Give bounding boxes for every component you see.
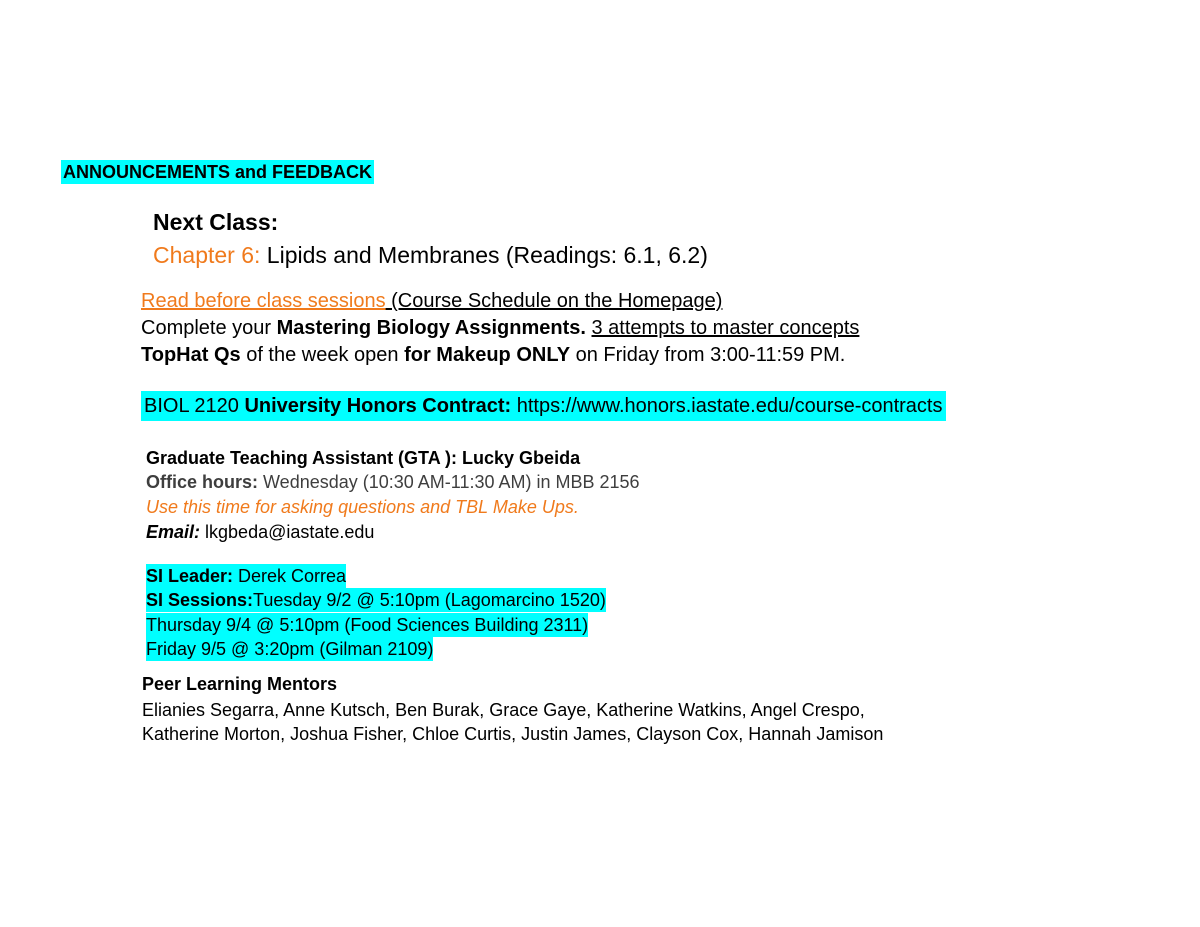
honors-url[interactable]: https://www.honors.iastate.edu/course-contracts [511, 395, 943, 417]
honors-contract-line [141, 391, 946, 421]
announcements-heading: ANNOUNCEMENTS and FEEDBACK [63, 162, 373, 182]
peer-mentors-title [142, 672, 337, 696]
office-hours-label: Office hours: [146, 472, 259, 492]
si-session-tuesday: Tuesday 9/2 @ 5:10pm (Lagomarcino 1520) [253, 590, 606, 610]
read-before-class-line [141, 288, 722, 314]
complete-prefix: Complete your [141, 317, 277, 339]
peer-mentors-list-line-1: Elianies Segarra, Anne Kutsch, Ben Burak, Grace Gaye, Katherine Watkins, Angel Crespo, [142, 700, 865, 720]
tophat-mid: of the week open [240, 344, 405, 366]
tophat-end: on Friday from 3:00-11:59 PM. [570, 344, 846, 366]
mastering-biology-label: Mastering Biology Assignments. [276, 317, 586, 339]
si-session-thursday: Thursday 9/4 @ 5:10pm (Food Sciences Building 2311) [146, 615, 589, 635]
gta-title-text: Graduate Teaching Assistant (GTA ): Lucky Gbeida [146, 448, 581, 468]
honors-contract-label: University Honors Contract: [244, 395, 512, 417]
honors-course: BIOL 2120 [144, 395, 245, 417]
chapter-line [153, 240, 708, 270]
peer-mentors-list-line-2: Katherine Morton, Joshua Fisher, Chloe Curtis, Justin James, Clayson Cox, Hannah Jamison [142, 724, 884, 744]
gta-office-hours [146, 470, 640, 494]
chapter-title: Lipids and Membranes (Readings: 6.1, 6.2) [260, 242, 708, 268]
read-before-class-link[interactable]: Read before class sessions [141, 290, 386, 312]
email-value[interactable]: lkgbeda@iastate.edu [200, 522, 375, 542]
course-schedule-note: (Course Schedule on the Homepage) [385, 290, 723, 312]
si-sessions [146, 588, 606, 612]
gta-use-note [146, 495, 579, 519]
attempts-note: 3 attempts to master concepts [591, 317, 860, 339]
peer-mentors-title-text: Peer Learning Mentors [142, 674, 338, 694]
next-class-heading: Next Class: [153, 209, 279, 235]
si-sessions-label: SI Sessions: [146, 590, 254, 610]
email-label: Email: [146, 522, 201, 542]
si-leader [146, 564, 346, 588]
office-hours-value: Wednesday (10:30 AM-11:30 AM) in MBB 2156 [258, 472, 640, 492]
si-session-friday: Friday 9/5 @ 3:20pm (Gilman 2109) [146, 639, 434, 659]
gta-title [146, 446, 580, 470]
mastering-biology-line [141, 315, 859, 341]
makeup-label: for Makeup ONLY [404, 344, 571, 366]
tophat-line [141, 342, 845, 368]
si-leader-label: SI Leader: [146, 566, 234, 586]
si-leader-name: Derek Correa [233, 566, 347, 586]
gta-use-note-text: Use this time for asking questions and TBL Make Ups. [146, 497, 579, 517]
tophat-label: TopHat Qs [141, 344, 241, 366]
gta-email [146, 520, 374, 544]
chapter-label: Chapter 6: [153, 242, 261, 268]
